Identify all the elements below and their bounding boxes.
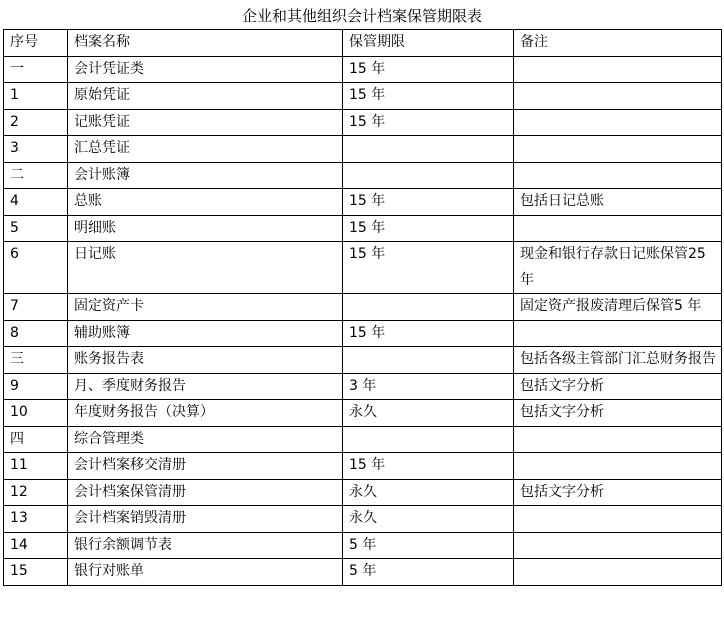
cell-note [514, 109, 722, 136]
cell-no: 10 [4, 400, 68, 427]
cell-note [514, 506, 722, 533]
cell-no: 12 [4, 479, 68, 506]
cell-note [514, 559, 722, 586]
cell-period [343, 162, 514, 189]
cell-note [514, 136, 722, 163]
header-period: 保管期限 [343, 30, 514, 57]
table-row [4, 162, 722, 189]
cell-name: 原始凭证 [68, 83, 343, 110]
cell-note [514, 83, 722, 110]
cell-name: 记账凭证 [68, 109, 343, 136]
cell-no: 15 [4, 559, 68, 586]
cell-name: 辅助账簿 [68, 320, 343, 347]
cell-note: 现金和银行存款日记账保管25 年 [514, 242, 722, 294]
cell-no: 5 [4, 215, 68, 242]
header-name: 档案名称 [68, 30, 343, 57]
header-note: 备注 [514, 30, 722, 57]
cell-period: 5 年 [343, 559, 514, 586]
cell-name: 会计档案保管清册 [68, 479, 343, 506]
cell-name: 年度财务报告（决算） [68, 400, 343, 427]
table-body [4, 56, 722, 585]
table-row [4, 559, 722, 586]
cell-name: 汇总凭证 [68, 136, 343, 163]
cell-no: 8 [4, 320, 68, 347]
cell-period: 永久 [343, 400, 514, 427]
cell-period: 15 年 [343, 215, 514, 242]
cell-name: 会计档案销毁清册 [68, 506, 343, 533]
cell-note [514, 215, 722, 242]
cell-period: 15 年 [343, 453, 514, 480]
cell-period [343, 136, 514, 163]
cell-note [514, 453, 722, 480]
cell-period [343, 294, 514, 321]
cell-period [343, 347, 514, 374]
cell-note [514, 320, 722, 347]
table-row [4, 215, 722, 242]
cell-period [343, 426, 514, 453]
cell-period: 15 年 [343, 83, 514, 110]
table-row [4, 109, 722, 136]
cell-period: 永久 [343, 479, 514, 506]
cell-no: 四 [4, 426, 68, 453]
cell-period: 3 年 [343, 373, 514, 400]
page-title: 企业和其他组织会计档案保管期限表 [241, 7, 482, 25]
cell-no: 7 [4, 294, 68, 321]
cell-name: 账务报告表 [68, 347, 343, 374]
cell-period: 永久 [343, 506, 514, 533]
cell-period: 15 年 [343, 320, 514, 347]
cell-name: 综合管理类 [68, 426, 343, 453]
cell-period: 15 年 [343, 242, 514, 294]
table-row [4, 83, 722, 110]
cell-note [514, 162, 722, 189]
cell-note: 包括文字分析 [514, 373, 722, 400]
cell-note: 包括各级主管部门汇总财务报告 [514, 347, 722, 374]
table-row [4, 400, 722, 427]
table-row [4, 479, 722, 506]
table-row [4, 506, 722, 533]
table-row [4, 532, 722, 559]
cell-name: 日记账 [68, 242, 343, 294]
cell-no: 3 [4, 136, 68, 163]
table-row [4, 136, 722, 163]
cell-no: 2 [4, 109, 68, 136]
cell-no: 三 [4, 347, 68, 374]
cell-no: 4 [4, 189, 68, 216]
cell-no: 11 [4, 453, 68, 480]
cell-period: 15 年 [343, 56, 514, 83]
cell-period: 15 年 [343, 109, 514, 136]
cell-no: 9 [4, 373, 68, 400]
cell-period: 15 年 [343, 189, 514, 216]
cell-note [514, 426, 722, 453]
cell-period: 5 年 [343, 532, 514, 559]
cell-name: 会计档案移交清册 [68, 453, 343, 480]
table-header-row [4, 30, 722, 57]
table-row [4, 373, 722, 400]
cell-name: 银行对账单 [68, 559, 343, 586]
cell-name: 会计账簿 [68, 162, 343, 189]
cell-note: 包括文字分析 [514, 400, 722, 427]
cell-no: 一 [4, 56, 68, 83]
cell-no: 14 [4, 532, 68, 559]
table-row [4, 189, 722, 216]
cell-note: 包括日记总账 [514, 189, 722, 216]
cell-no: 二 [4, 162, 68, 189]
retention-table [3, 29, 722, 586]
cell-note: 固定资产报废清理后保管5 年 [514, 294, 722, 321]
table-row [4, 242, 722, 294]
table-row [4, 320, 722, 347]
cell-name: 会计凭证类 [68, 56, 343, 83]
table-row [4, 56, 722, 83]
cell-note [514, 532, 722, 559]
table-row [4, 453, 722, 480]
cell-name: 固定资产卡 [68, 294, 343, 321]
cell-name: 总账 [68, 189, 343, 216]
table-row [4, 347, 722, 374]
cell-note: 包括文字分析 [514, 479, 722, 506]
cell-name: 银行余额调节表 [68, 532, 343, 559]
cell-name: 明细账 [68, 215, 343, 242]
cell-no: 1 [4, 83, 68, 110]
header-no: 序号 [4, 30, 68, 57]
cell-name: 月、季度财务报告 [68, 373, 343, 400]
cell-no: 6 [4, 242, 68, 294]
cell-note [514, 56, 722, 83]
table-row [4, 294, 722, 321]
table-row [4, 426, 722, 453]
cell-no: 13 [4, 506, 68, 533]
